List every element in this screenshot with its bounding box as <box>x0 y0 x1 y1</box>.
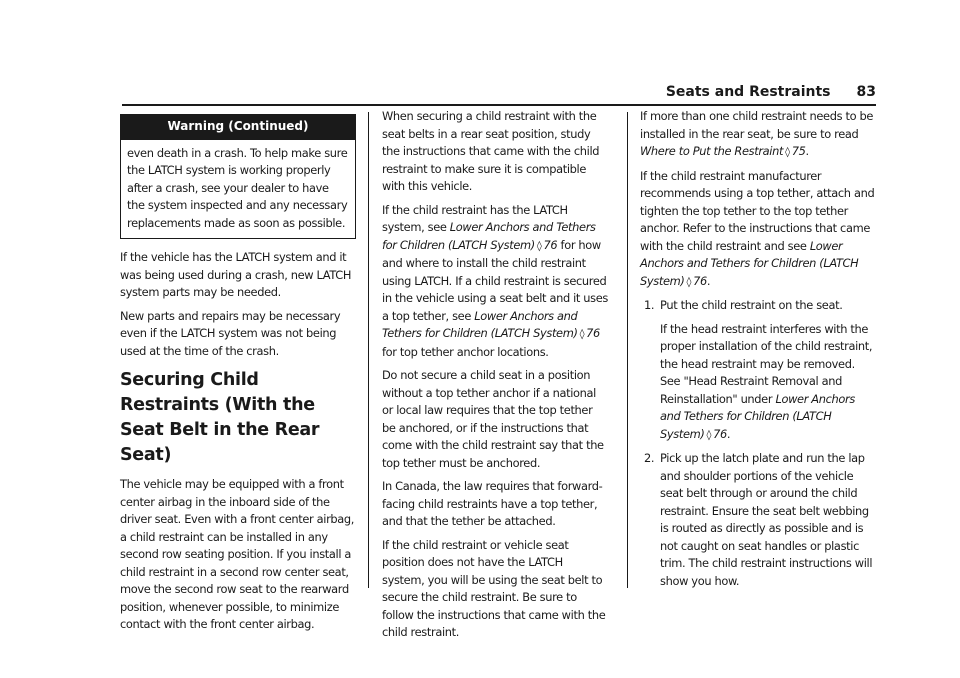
step-number: 2. <box>644 451 655 465</box>
text: If more than one child restraint needs to be installed in the rear seat, be sure to read <box>640 109 873 141</box>
paragraph: In Canada, the law requires that forward-facing child restraints have a top tether, and that the tether be attached. <box>382 479 603 528</box>
page-ref-icon: ◊ <box>706 429 712 441</box>
page-ref[interactable]: 76 <box>713 426 727 441</box>
running-header <box>122 82 876 100</box>
page-ref[interactable]: 76 <box>693 273 707 288</box>
paragraph <box>640 168 878 292</box>
section-heading: Securing Child Restraints (With the Seat Belt in the Rear Seat) <box>120 370 320 465</box>
warning-text: even death in a crash. To help make sure the LATCH system is working properly after a crash, see your dealer to have the system inspected and any necessary replacements made as soon as possible. <box>127 145 348 230</box>
warning-title: Warning (Continued) <box>121 115 355 140</box>
list-item <box>640 450 878 590</box>
step-text: Put the child restraint on the seat. <box>660 298 843 312</box>
header-rule <box>122 104 876 106</box>
paragraph: The vehicle may be equipped with a front center airbag in the inboard side of the driver seat. Even with a front center airbag, a child restraint can be installed in any second row seating position. If you install a child restraint in a second row center seat, move the second row seat to the rearward position, whenever possible, to minimize contact with the front center airbag. <box>120 477 355 631</box>
cross-reference-link[interactable]: Lower Anchors and Tethers for Children (LATCH System) <box>640 238 859 288</box>
column-1 <box>120 114 356 640</box>
text: If the child restraint manufacturer recommends using a top tether, attach and tighten the top tether to the top tether anchor. Refer to the instructions that came with the child restraint and see <box>640 168 875 253</box>
section-title: Seats and Restraints <box>665 84 831 100</box>
page-ref[interactable]: 75 <box>791 144 806 158</box>
text: If the head restraint interferes with the proper installation of the child restraint, the head restraint may be removed. See "Head Restraint Removal and Reinstallation" under <box>660 321 873 406</box>
page-ref-icon: ◊ <box>785 147 790 158</box>
column-divider-1 <box>368 112 369 588</box>
step-number: 1. <box>644 298 655 312</box>
cross-reference-link[interactable]: Lower Anchors and Tethers for Children (LATCH System) <box>382 220 596 252</box>
page-ref-icon: ◊ <box>686 276 692 288</box>
step-subtext <box>660 321 878 445</box>
paragraph: If the vehicle has the LATCH system and it was being used during a crash, new LATCH system parts may be needed. <box>120 250 352 299</box>
step-list <box>640 297 878 590</box>
text: . <box>805 144 809 158</box>
paragraph: If the child restraint or vehicle seat position does not have the LATCH system, you will be using the seat belt to secure the child restraint. Be sure to follow the instructions that came with the child restraint. <box>382 537 606 639</box>
column-3 <box>640 108 878 596</box>
warning-box <box>120 114 356 239</box>
cross-reference-link[interactable]: Lower Anchors and Tethers for Children (LATCH System) <box>382 308 578 340</box>
paragraph <box>640 108 878 162</box>
page-ref[interactable]: 76 <box>543 237 558 252</box>
text: for how and where to install the child restraint using LATCH. If a child restraint is secured in the vehicle using a seat belt and it uses a top tether, see <box>382 237 608 323</box>
paragraph: New parts and repairs may be necessary even if the LATCH system was not being used at the time of the crash. <box>120 308 341 358</box>
cross-reference-link[interactable]: Lower Anchors and Tethers for Children (LATCH System) <box>660 391 855 441</box>
page-number: 83 <box>856 84 876 100</box>
text: for top tether anchor locations. <box>382 344 549 359</box>
text: . <box>726 426 731 441</box>
cross-reference-link[interactable]: Where to Put the Restraint <box>640 144 784 158</box>
paragraph: Do not secure a child seat in a position without a top tether anchor if a national or local law requires that the top tether be anchored, or if the instructions that come with the child restraint say that the top tether must be anchored. <box>382 368 604 470</box>
text: . <box>706 273 711 288</box>
column-divider-2 <box>627 112 628 588</box>
page-ref[interactable]: 76 <box>586 326 600 340</box>
step-text: Pick up the latch plate and run the lap and shoulder portions of the vehicle seat belt through or around the child restraint. Ensure the seat belt webbing is routed as directly as possible and is not caught on seat handles or plastic trim. The child restraint instructions will show you how. <box>660 451 873 588</box>
column-2 <box>382 108 608 648</box>
paragraph <box>382 202 608 362</box>
text: If the child restraint has the LATCH system, see <box>382 202 568 234</box>
warning-body <box>121 140 355 239</box>
page-ref-icon: ◊ <box>579 329 585 340</box>
list-item <box>640 297 878 444</box>
page-ref-icon: ◊ <box>536 240 542 252</box>
paragraph: When securing a child restraint with the seat belts in a rear seat position, study the instructions that came with the child restraint to make sure it is compatible with this vehicle. <box>382 109 600 193</box>
